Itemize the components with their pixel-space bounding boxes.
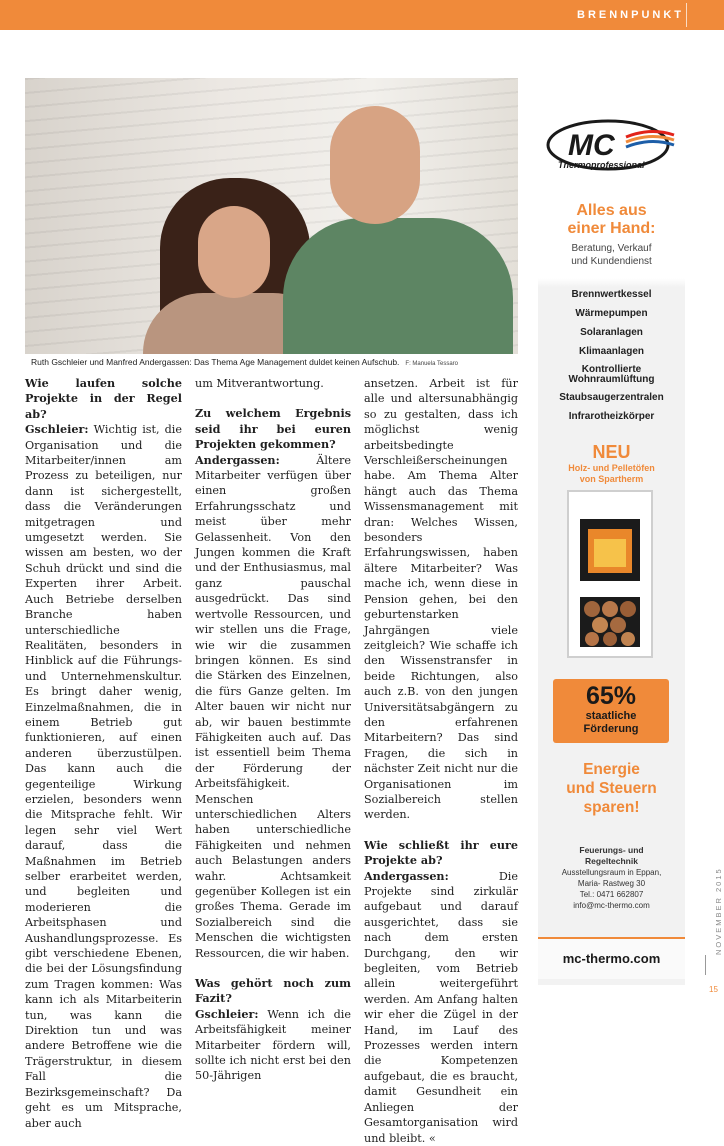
address-line-1: Ausstellungsraum in Eppan,: [561, 868, 662, 877]
interview-question: Zu welchem Ergebnis seid ihr bei euren Projekten gekommen?: [195, 406, 351, 452]
company-info: [538, 845, 685, 911]
answer-text: Ältere Mitarbeiter verfügen über einen großen Erfahrungsschatz und meist über mehr Gelassenheit. Von den Jungen kommen die Kraft und der Enthusiasmus, mal ganz pauschal ausgedrückt. Das sind wertvolle Ressourcen, und wir stellen uns die Frage, wie wir die zusammen bringen können. Es sind die Stärken des Einzelnen, die fürs Ganze gelten. Im Alter bauen wir nicht nur ab, wir bauen bestimmte Fähigkeiten auch auf. Das ist essentiell beim Thema der Förderung der Arbeitsfähigkeit. Menschen unterschiedlichen Alters haben unterschiedliche Fähigkeiten und nehmen auch Belastungen anders wahr. Achtsamkeit gegenüber Kollegen ist ein großes Thema. Gerade im Sozialbereich sind die Menschen die wichtigsten Ressourcen, die wir haben.: [195, 453, 351, 960]
ad-headline-line-2: einer Hand:: [567, 220, 656, 237]
issue-date: NOVEMBER 2015: [714, 867, 723, 955]
caption-text: Ruth Gschleier und Manfred Andergassen: Das Thema Age Management duldet keinen Aufschub.: [31, 357, 400, 367]
product-item: Solaranlagen: [580, 327, 643, 338]
article-photo: [25, 78, 518, 354]
answer-text: ansetzen. Arbeit ist für alle und altersunabhängig so zu gestalten, dass ich möglichst wenig arbeitsbedingte Verschleißerscheinungen habe. Am Thema Alter hängt auch das Thema Wissensmanagement mit dran: Welches Wissen, besonders Erfahrungswissen, haben ältere Mitarbeiter? Was mache ich, wenn diese in Pension gehen, bei den geburtenstarken Jahrgängen viele zeitgleich? Wie schaffe ich den Wissenstransfer in beide Richtungen, also auch z.B. von den jungen Universitätsabgängern zu den erfahrenen Mitarbeitern? Das sind Fragen, die sich in nächster Zeit nicht nur die Organisationen im Sozialbereich stellen werden.: [364, 377, 518, 822]
product-item: Infrarotheizkörper: [568, 411, 655, 422]
address-line-2: Maria- Rastweg 30: [577, 879, 646, 888]
ad-subline: [538, 242, 685, 268]
percent-text-1: staatliche: [585, 710, 637, 722]
email: info@mc-thermo.com: [573, 901, 650, 910]
interview-question: Wie schließt ihr eure Projekte ab?: [364, 837, 518, 868]
header-divider: [686, 3, 687, 27]
section-title: BRENNPUNKT: [577, 9, 684, 21]
footer-divider: [705, 955, 706, 975]
paragraph-spacer: [195, 391, 351, 406]
energy-slogan-1: Energie: [583, 761, 640, 778]
product-item-two-line: [538, 361, 685, 388]
header-bar: [0, 0, 724, 30]
article-column-1: [25, 376, 182, 1131]
answer-text: Wichtig ist, die Organisation und die Mitarbeiter/innen am Prozess zu beteiligen, nur dann ist sichergestellt, dass die Veränderungen mitgetragen und umgesetzt werden. Sie wissen am besten, wo der Schuh drückt und sind die Experten ihrer Arbeit. Auch Betriebe derselben Branche haben unterschiedliche Realitäten, besonders in Hinblick auf die Führungs- und Unternehmenskultur. Es bringt daher wenig, Einzelmaßnahmen, die in einem Betrieb gut funktionieren, auf einen anderen überzustülpen. Das kann auch die gegenteilige Wirkung erzielen, besonders wenn die Mitsprache fehlt. Wir legen sehr viel Wert darauf, dass die Maßnahmen im Betrieb selber erarbeitet werden, und begleiten und moderieren die Arbeitsphasen und Aushandlungsprozesse. Es gibt verschiedene Ebenen, die bei der Lösungsfindung zum Tragen kommen: Was kann ich als Mitarbeiterin tun, was kann die Direktion tun und was andere Betroffene wie die Trägerstruktur, in diesem Fall die Bezirksgemeinschaft? Da geht es um Mitsprache, aber auch: [25, 423, 182, 1130]
product-item-line-2: Wohnraumlüftung: [568, 374, 655, 385]
photo-person-man-head: [330, 106, 420, 224]
ad-subline-1: Beratung, Verkauf: [571, 243, 652, 254]
answer-text: Die Projekte sind zirkulär aufgebaut und darauf ausgerichtet, dass sie nach dem ersten Durchgang, den wir begleiten, vom Betrieb allein weitergeführt werden. Am Anfang halten wir eher die Zügel in der Hand, im Lauf des Prozesses werden intern die Kompetenzen aufgebaut, die es braucht, damit Gesundheit ein Anliegen der Gesamtorganisation wird und bleibt. «: [364, 869, 518, 1145]
product-item-line-1: Kontrollierte: [581, 364, 642, 375]
article-column-2: [195, 376, 351, 1084]
interview-question: Wie laufen solche Projekte in der Regel ab?: [25, 376, 182, 421]
product-item: Brennwertkessel: [571, 289, 652, 300]
interview-answer: [195, 1007, 351, 1084]
speaker-name: Andergassen:: [364, 868, 449, 883]
ad-subline-2: und Kundendienst: [571, 256, 652, 267]
paragraph-spacer: [195, 961, 351, 976]
website-link[interactable]: mc-thermo.com: [538, 937, 685, 979]
photo-person-woman-face: [198, 206, 270, 298]
advertisement: [538, 79, 685, 985]
interview-answer: [25, 422, 182, 1131]
ad-headline-line-1: Alles aus: [576, 202, 647, 219]
product-item: Klimaanlagen: [578, 346, 645, 357]
product-list: [538, 285, 685, 426]
photo-person-man-body: [283, 218, 513, 354]
page-number: 15: [709, 985, 718, 994]
logo-mark: MC: [568, 129, 615, 162]
neu-label: NEU: [592, 442, 631, 462]
stove-text-1: Holz- und Pelletöfen: [568, 463, 655, 473]
percent-badge: [553, 679, 669, 743]
article-column-3: [364, 376, 518, 1146]
percent-value: 65%: [585, 682, 637, 710]
energy-slogan-3: sparen!: [583, 799, 640, 816]
interview-answer: [364, 376, 518, 823]
answer-text: um Mitverantwortung.: [195, 377, 324, 390]
interview-answer: [364, 869, 518, 1146]
stove-text-2: von Spartherm: [579, 474, 644, 484]
logo-text: Thermoprofessional: [558, 160, 645, 170]
energy-slogan-2: und Steuern: [566, 780, 657, 797]
interview-answer: [195, 453, 351, 961]
product-item: Staubsaugerzentralen: [559, 392, 664, 403]
speaker-name: Andergassen:: [195, 452, 280, 467]
ad-headline: [538, 202, 685, 238]
interview-question: Was gehört noch zum Fazit?: [195, 976, 351, 1006]
product-item: Wärmepumpen: [575, 308, 648, 319]
speaker-name: Gschleier:: [195, 1006, 259, 1021]
phone: Tel.: 0471 662807: [579, 890, 644, 899]
paragraph-spacer: [364, 823, 518, 838]
speaker-name: Gschleier:: [25, 422, 89, 437]
answer-text: Wenn ich die Arbeitsfähigkeit meiner Mitarbeiter fördern will, sollte ich nicht erst bei den 50-Jährigen: [195, 1007, 351, 1083]
percent-text-2: Förderung: [583, 723, 639, 735]
interview-answer: [195, 376, 351, 391]
stove-text: [538, 463, 685, 485]
energy-slogan: [538, 760, 685, 817]
company-line-2: Regeltechnik: [585, 856, 638, 866]
photo-credit: F: Manuela Tessaro: [405, 361, 458, 367]
stove-image: [566, 489, 654, 659]
photo-caption: [31, 357, 517, 371]
company-line-1: Feuerungs- und: [579, 845, 644, 855]
